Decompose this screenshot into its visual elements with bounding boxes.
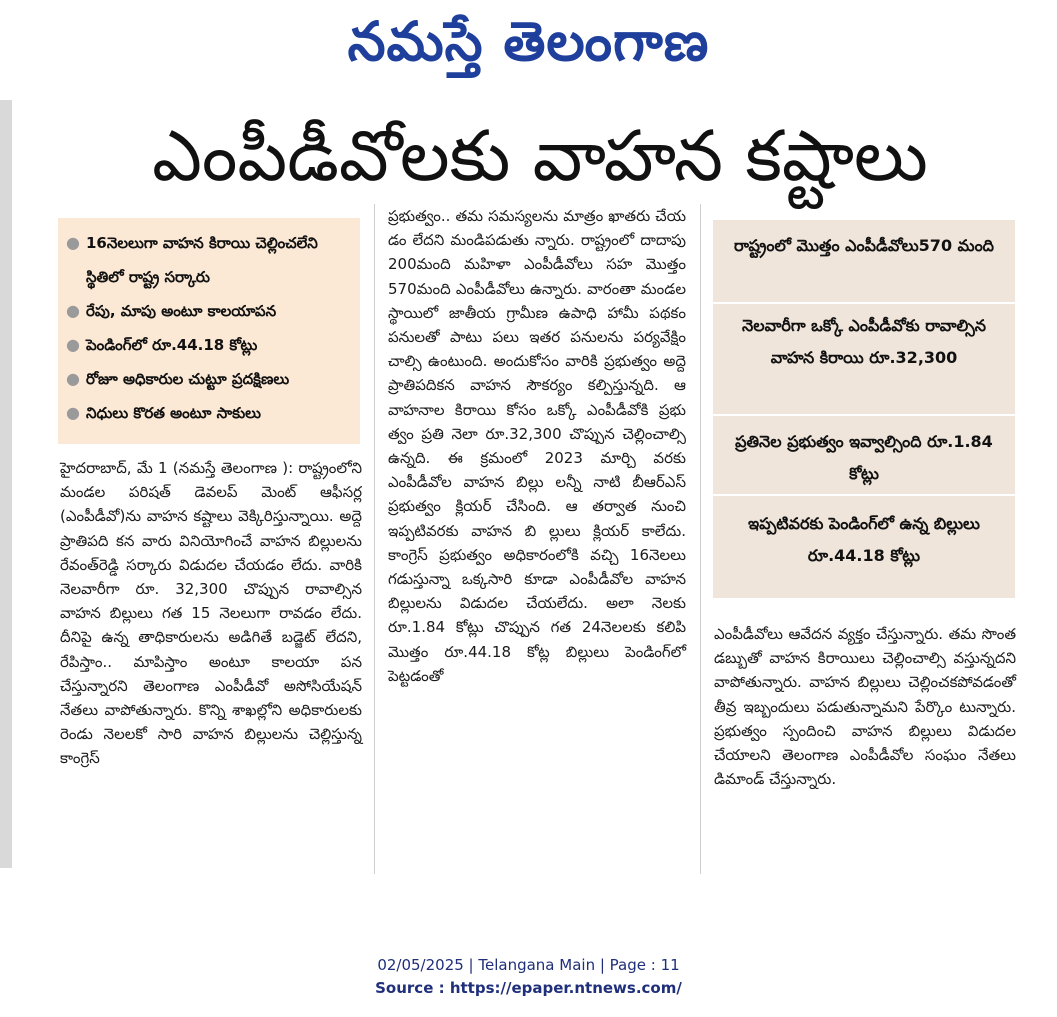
- footer-source-link[interactable]: Source : https://epaper.ntnews.com/: [375, 979, 682, 997]
- highlight-item: ● రేపు, మాపు అంటూ కాలయాపన: [66, 294, 354, 328]
- facts-box: [713, 220, 1015, 600]
- fact-monthly-government-due: ప్రతినెల ప్రభుత్వం ఇవ్వాల్సింది రూ.1.84 కోట్లు: [713, 416, 1015, 496]
- fact-pending-bills: ఇప్పటివరకు పెండింగ్‌లో ఉన్న బిల్లులు రూ.44.18 కోట్లు: [713, 496, 1015, 600]
- fact-total-mpdos: రాష్ట్రంలో మొత్తం ఎంపీడీవోలు570 మంది: [713, 220, 1015, 304]
- highlight-item: ● రోజూ అధికారుల చుట్టూ ప్రదక్షిణలు: [66, 362, 354, 396]
- highlight-item: ● పెండింగ్‌లో రూ.44.18 కోట్లు: [66, 328, 354, 362]
- article-column-3: ఎంపీడీవోలు ఆవేదన వ్యక్తం చేస్తున్నారు. తమ సొంత డబ్బుతో వాహన కిరాయిలు చెల్లించాల్సి వస్తున్నదని వాపోతున్నారు. వాహన బిల్లులు చెల్లించకపోవడంతో తీవ్ర ఇబ్బందులు పడుతున్నామని పేర్కొం టున్నారు. ప్రభుత్వం స్పందించి వాహన బిల్లులు విడుదల చేయాలని తెలంగాణ ఎంపీడీవోల సంఘం నేతలు డిమాండ్ చేస్తున్నారు.: [714, 625, 1016, 789]
- page-edge-strip: [0, 100, 12, 868]
- bullet-icon: ●: [66, 369, 80, 388]
- footer-edition-info: 02/05/2025 | Telangana Main | Page : 11: [377, 956, 680, 974]
- bullet-icon: ●: [66, 335, 80, 354]
- article-column-1: హైదరాబాద్, మే 1 (నమస్తే తెలంగాణ ): రాష్ట్రంలోని మండల పరిషత్ డెవలప్ మెంట్ ఆఫీసర్ల (ఎంపీడీవో)ను వాహన కష్టాలు వెక్కిరిస్తున్నాయి. అద్దె ప్రాతిపది కన వారు వినియోగించే వాహన బిల్లులను రేవంత్‌రెడ్డి సర్కారు విడుదల చేయడం లేదు. వారికి నెలవారీగా రూ. 32,300 చొప్పున రావాల్సిన వాహన బిల్లులు గత 15 నెలలుగా రావడం లేదు. దీనిపై ఉన్న తాధికారులను అడిగితే బడ్జెట్ లేదని, రేపిస్తాం.. మాపిస్తాం అంటూ కాలయా పన చేస్తున్నారని తెలంగాణ ఎంపీడీవో అసోసియేషన్ నేతలు వాపోతున్నారు. కొన్ని శాఖల్లోని అధికారులకు రెండు నెలలకో సారి వాహన బిల్లులను చెల్లిస్తున్న కాంగ్రెస్: [60, 459, 362, 768]
- article-headline: ఎంపీడీవోలకు వాహన కష్టాలు: [152, 115, 928, 197]
- article-column-2: ప్రభుత్వం.. తమ సమస్యలను మాత్రం ఖాతరు చేయ డం లేదని మండిపడుతు న్నారు. రాష్ట్రంలో దాదాపు 200మంది మహిళా ఎంపీడీవోలు సహ మొత్తం 570మంది ఎంపీడీవోలు ఉన్నారు. వారంతా మండల స్థాయిలో జాతీయ గ్రామీణ ఉపాధి హామీ పథకం పనులతో పాటు పలు ఇతర పనులను పర్యవేక్షిం చాల్సి ఉంటుంది. అందుకోసం వారికి ప్రభుత్వం అద్దె ప్రాతిపదికన వాహన సౌకర్యం కల్పిస్తున్నది. ఆ వాహనాల కిరాయి కోసం ఒక్కో ఎంపీడీవోకి ప్రభు త్వం ప్రతి నెలా రూ.32,300 చొప్పున చెల్లించాల్సి ఉన్నది. ఈ క్రమంలో 2023 మార్చి వరకు ఎంపీడీవోల వాహన బిల్లు లన్నీ నాటి బీఆర్ఎస్ ప్రభుత్వం క్లియర్ చేసింది. ఆ తర్వాత నుంచి ఇప్పటివరకు వాహన బి ల్లులు క్లియర్ కాలేదు. కాంగ్రెస్ ప్రభుత్వం అధికారంలోకి వచ్చి 16నెలలు గడుస్తున్నా ఒక్కసారి కూడా ఎంపీడీవోల వాహన బిల్లులను విడుదల చేయలేదు. అలా నెలకు రూ.1.84 కోట్లు చొప్పున గత 24నెలలకు కలిపి మొత్తం రూ.44.18 కోట్ల బిల్లులు పెండింగ్‌లో పెట్టడంతో: [388, 207, 686, 685]
- newspaper-masthead-logo: నమస్తే తెలంగాణ: [347, 10, 710, 73]
- column-divider: [374, 204, 375, 874]
- column-divider: [700, 204, 701, 874]
- bullet-icon: ●: [66, 403, 80, 422]
- bullet-icon: ●: [66, 301, 80, 320]
- highlights-box: [58, 218, 360, 444]
- highlight-item: ● 16నెలలుగా వాహన కిరాయి చెల్లించలేని స్థితిలో రాష్ట్ర సర్కారు: [66, 226, 354, 294]
- fact-monthly-rent: నెలవారీగా ఒక్కో ఎంపీడీవోకు రావాల్సిన వాహన కిరాయి రూ.32,300: [713, 304, 1015, 416]
- highlight-item: ● నిధులు కొరత అంటూ సాకులు: [66, 396, 354, 430]
- bullet-icon: ●: [66, 233, 80, 252]
